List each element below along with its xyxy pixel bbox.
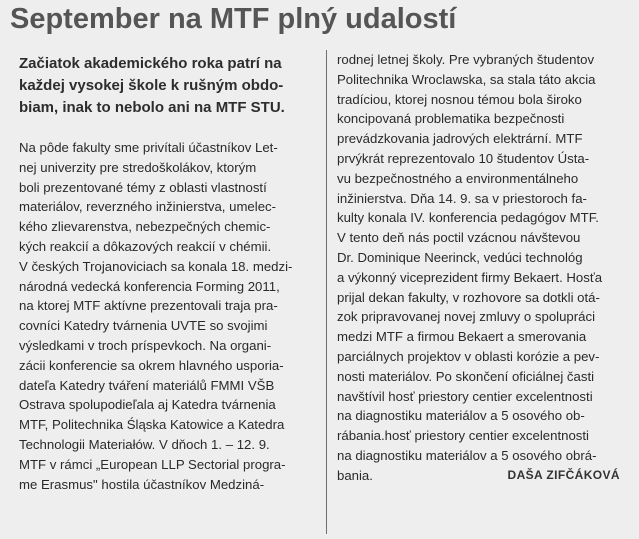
text-line: na diagnostiku materiálov a 5 osového obrá- [337,447,597,463]
article-title: September na MTF plný udalostí [10,3,457,35]
text-line: medzi MTF a firmou Bekaert a smerovania [337,329,587,345]
text-line: navštívil hosť priestory centier excelentnosti [337,388,593,404]
text-line: parciálnych projektov v oblasti korózie a pev- [337,348,600,364]
article-lead [19,53,311,119]
text-line: zácii konferencie sa okrem hlavného usporia- [19,357,284,373]
text-line: dateľa Katedry tváření materiálů FMMI VŠB [19,377,275,393]
text-line: koncipovaná problematika bezpečnosti [337,111,565,127]
column-divider [326,50,327,534]
text-line: covníci Katedry tvárnenia UVTE so svojimi [19,318,268,334]
right-column-text [337,50,626,486]
text-line: na diagnostiku materiálov a 5 osového ob- [337,408,585,424]
text-line: materiálov, reverzného inžinierstva, umelec- [19,199,277,215]
text-line: bania. [337,467,373,483]
text-line: národná vedecká konferencia Forming 2011, [19,278,280,294]
text-line: V tento deň nás poctil vzácnou návštevou [337,230,581,246]
text-line: MTF, Politechnika Śląska Katowice a Katedra [19,417,285,433]
lead-line: Začiatok akademického roka patrí na [19,55,282,72]
text-line: Politechnika Wroclawska, sa stala táto akcia [337,71,596,87]
author-byline: DAŠA ZIFČÁKOVÁ [507,467,620,482]
text-line: V českých Trojanoviciach sa konala 18. medzi- [19,258,293,274]
lead-line: biam, inak to nebolo ani na MTF STU. [19,99,285,116]
text-line: inžinierstva. Dňa 14. 9. sa v priestoroch fa- [337,190,587,206]
text-line: prevádzkovania jadrových elektrární. MTF [337,131,583,147]
text-line: rodnej letnej školy. Pre vybraných študentov [337,52,595,67]
final-line-with-byline [337,466,626,486]
text-line: vu bezpečnostného a environmentálneho [337,170,579,186]
text-line: výsledkami v troch príspevkoch. Na organi- [19,337,272,353]
left-column-text [19,138,311,494]
text-line: Na pôde fakulty sme privítali účastníkov Let- [19,140,278,155]
text-line: nosti materiálov. Po skončení oficiálnej časti [337,368,595,384]
text-line: MTF v rámci „European LLP Sectorial progra- [19,456,286,472]
text-line: kulty konala IV. konferencia pedagógov MTF. [337,210,599,226]
text-line: boli prezentované témy z oblasti vlastností [19,179,267,195]
text-line: a výkonný viceprezident firmy Bekaert. Hosťa [337,269,603,285]
text-line: na ktorej MTF aktívne prezentovali traja pra- [19,298,278,314]
text-line: Dr. Dominique Neerinck, vedúci technológ [337,249,583,265]
text-line: me Erasmus" hostila účastníkov Medziná- [19,476,265,492]
text-line: zok pripravovanej novej zmluvy o spolupráci [337,309,596,325]
text-line: Ostrava spolupodieľala aj Katedra tvárnenia [19,397,276,413]
left-column [19,50,311,494]
text-line: prvýkrát reprezentovalo 10 študentov Ústa- [337,150,590,166]
text-line: kého zlievarenstva, nebezpečných chemic- [19,219,271,235]
text-line: tradíciou, ktorej nosnou témou bola široko [337,91,582,107]
text-line: prijal dekan fakulty, v rozhovore sa dotkli otá- [337,289,600,305]
text-line: rábania.hosť priestory centier excelentnosti [337,428,589,444]
right-column [337,50,626,486]
lead-line: každej vysokej škole k rušným obdo- [19,77,284,94]
text-line: nej univerzity pre stredoškolákov, ktorým [19,159,257,175]
text-line: Technologii Materiałów. V dňoch 1. – 12. 9. [19,436,270,452]
text-line: kých reakcií a dôkazových reakcií v chémii. [19,238,272,254]
